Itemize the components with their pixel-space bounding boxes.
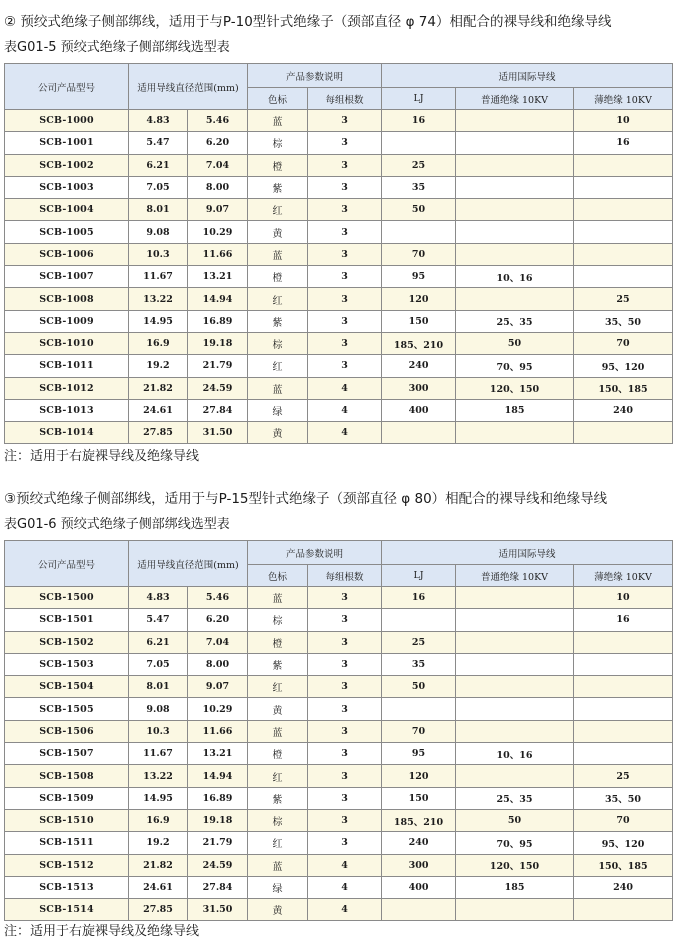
common-insulation-cell xyxy=(456,765,574,787)
lj-cell: 150 xyxy=(382,787,456,809)
thin-insulation-cell xyxy=(574,199,673,221)
table-row xyxy=(5,132,673,154)
diameter-max-cell: 10.29 xyxy=(188,221,248,243)
table-row xyxy=(5,899,673,921)
diameter-min-cell: 8.01 xyxy=(129,199,188,221)
header-model: 公司产品型号 xyxy=(5,64,129,110)
diameter-min-cell: 7.05 xyxy=(129,653,188,675)
thin-insulation-cell xyxy=(574,221,673,243)
diameter-min-cell: 8.01 xyxy=(129,676,188,698)
model-cell: SCB-1003 xyxy=(5,176,129,198)
diameter-min-cell: 16.9 xyxy=(129,809,188,831)
model-cell: SCB-1000 xyxy=(5,110,129,132)
diameter-max-cell: 24.59 xyxy=(188,377,248,399)
color-code-cell: 蓝 xyxy=(248,720,308,742)
header-lj: LJ xyxy=(382,565,456,587)
diameter-min-cell: 27.85 xyxy=(129,422,188,444)
table-row xyxy=(5,698,673,720)
color-code-cell: 蓝 xyxy=(248,243,308,265)
lj-cell: 300 xyxy=(382,377,456,399)
diameter-max-cell: 9.07 xyxy=(188,199,248,221)
section2-heading: ③预绞式绝缘子侧部绑线，适用于与P-15型针式绝缘子（颈部直径 φ 80）相配合的裸导线和绝缘导线 xyxy=(4,491,608,507)
color-code-cell: 橙 xyxy=(248,266,308,288)
lj-cell: 25 xyxy=(382,631,456,653)
diameter-max-cell: 16.89 xyxy=(188,310,248,332)
lj-cell xyxy=(382,221,456,243)
header-thin-insulation: 薄绝缘 10KV xyxy=(574,565,673,587)
common-insulation-cell: 120、150 xyxy=(456,377,574,399)
thin-insulation-cell xyxy=(574,899,673,921)
table-row xyxy=(5,720,673,742)
thin-insulation-cell: 25 xyxy=(574,288,673,310)
count-cell: 3 xyxy=(308,199,382,221)
count-cell: 3 xyxy=(308,221,382,243)
diameter-max-cell: 5.46 xyxy=(188,110,248,132)
count-cell: 3 xyxy=(308,154,382,176)
table-row xyxy=(5,288,673,310)
common-insulation-cell: 70、95 xyxy=(456,355,574,377)
diameter-max-cell: 21.79 xyxy=(188,355,248,377)
lj-cell: 35 xyxy=(382,653,456,675)
count-cell: 3 xyxy=(308,587,382,609)
lj-cell: 120 xyxy=(382,288,456,310)
count-cell: 4 xyxy=(308,399,382,421)
common-insulation-cell: 25、35 xyxy=(456,787,574,809)
thin-insulation-cell xyxy=(574,154,673,176)
lj-cell: 240 xyxy=(382,355,456,377)
count-cell: 3 xyxy=(308,676,382,698)
diameter-min-cell: 21.82 xyxy=(129,854,188,876)
header-lj: LJ xyxy=(382,88,456,110)
model-cell: SCB-1001 xyxy=(5,132,129,154)
diameter-max-cell: 31.50 xyxy=(188,422,248,444)
count-cell: 4 xyxy=(308,377,382,399)
count-cell: 3 xyxy=(308,787,382,809)
count-cell: 4 xyxy=(308,854,382,876)
header-product-params: 产品参数说明 xyxy=(248,64,382,88)
model-cell: SCB-1510 xyxy=(5,809,129,831)
table-row xyxy=(5,154,673,176)
table-row xyxy=(5,243,673,265)
thin-insulation-cell: 35、50 xyxy=(574,787,673,809)
count-cell: 3 xyxy=(308,132,382,154)
color-code-cell: 红 xyxy=(248,355,308,377)
diameter-max-cell: 27.84 xyxy=(188,876,248,898)
diameter-min-cell: 13.22 xyxy=(129,288,188,310)
table-row xyxy=(5,609,673,631)
diameter-min-cell: 13.22 xyxy=(129,765,188,787)
model-cell: SCB-1508 xyxy=(5,765,129,787)
header-product-params: 产品参数说明 xyxy=(248,541,382,565)
model-cell: SCB-1008 xyxy=(5,288,129,310)
count-cell: 3 xyxy=(308,266,382,288)
table-row xyxy=(5,355,673,377)
common-insulation-cell xyxy=(456,422,574,444)
common-insulation-cell xyxy=(456,288,574,310)
table-row xyxy=(5,377,673,399)
common-insulation-cell xyxy=(456,154,574,176)
color-code-cell: 橙 xyxy=(248,631,308,653)
diameter-max-cell: 24.59 xyxy=(188,854,248,876)
diameter-min-cell: 4.83 xyxy=(129,587,188,609)
count-cell: 3 xyxy=(308,743,382,765)
model-cell: SCB-1513 xyxy=(5,876,129,898)
model-cell: SCB-1512 xyxy=(5,854,129,876)
model-cell: SCB-1007 xyxy=(5,266,129,288)
table-row xyxy=(5,310,673,332)
diameter-max-cell: 6.20 xyxy=(188,132,248,154)
header-diameter-range: 适用导线直径范围(mm) xyxy=(129,64,248,110)
model-cell: SCB-1006 xyxy=(5,243,129,265)
common-insulation-cell: 50 xyxy=(456,809,574,831)
common-insulation-cell: 185 xyxy=(456,876,574,898)
lj-cell: 120 xyxy=(382,765,456,787)
diameter-max-cell: 8.00 xyxy=(188,653,248,675)
color-code-cell: 红 xyxy=(248,765,308,787)
table-row xyxy=(5,787,673,809)
diameter-min-cell: 19.2 xyxy=(129,832,188,854)
common-insulation-cell xyxy=(456,132,574,154)
model-cell: SCB-1507 xyxy=(5,743,129,765)
count-cell: 3 xyxy=(308,765,382,787)
lj-cell: 150 xyxy=(382,310,456,332)
model-cell: SCB-1506 xyxy=(5,720,129,742)
header-color-code: 色标 xyxy=(248,88,308,110)
section1-spec-table xyxy=(4,63,673,444)
count-cell: 3 xyxy=(308,243,382,265)
lj-cell: 95 xyxy=(382,743,456,765)
header-thin-insulation: 薄绝缘 10KV xyxy=(574,88,673,110)
count-cell: 3 xyxy=(308,110,382,132)
model-cell: SCB-1004 xyxy=(5,199,129,221)
color-code-cell: 蓝 xyxy=(248,854,308,876)
diameter-min-cell: 21.82 xyxy=(129,377,188,399)
diameter-max-cell: 6.20 xyxy=(188,609,248,631)
color-code-cell: 蓝 xyxy=(248,110,308,132)
color-code-cell: 红 xyxy=(248,199,308,221)
section2-table-body xyxy=(5,587,673,921)
section1-heading: ② 预绞式绝缘子侧部绑线，适用于与P-10型针式绝缘子（颈部直径 φ 74）相配合的裸导线和绝缘导线 xyxy=(4,14,612,30)
diameter-min-cell: 11.67 xyxy=(129,743,188,765)
common-insulation-cell xyxy=(456,199,574,221)
model-cell: SCB-1002 xyxy=(5,154,129,176)
lj-cell: 400 xyxy=(382,876,456,898)
color-code-cell: 红 xyxy=(248,288,308,310)
lj-cell: 185、210 xyxy=(382,332,456,354)
color-code-cell: 橙 xyxy=(248,154,308,176)
table-row xyxy=(5,110,673,132)
thin-insulation-cell: 25 xyxy=(574,765,673,787)
diameter-min-cell: 10.3 xyxy=(129,243,188,265)
common-insulation-cell: 10、16 xyxy=(456,266,574,288)
model-cell: SCB-1012 xyxy=(5,377,129,399)
common-insulation-cell: 25、35 xyxy=(456,310,574,332)
model-cell: SCB-1009 xyxy=(5,310,129,332)
section2-table-title: 表G01-6 预绞式绝缘子侧部绑线选型表 xyxy=(4,517,230,532)
lj-cell: 16 xyxy=(382,110,456,132)
diameter-max-cell: 19.18 xyxy=(188,332,248,354)
thin-insulation-cell: 150、185 xyxy=(574,377,673,399)
lj-cell: 16 xyxy=(382,587,456,609)
diameter-max-cell: 11.66 xyxy=(188,243,248,265)
thin-insulation-cell: 35、50 xyxy=(574,310,673,332)
count-cell: 3 xyxy=(308,310,382,332)
lj-cell: 70 xyxy=(382,243,456,265)
lj-cell xyxy=(382,899,456,921)
model-cell: SCB-1502 xyxy=(5,631,129,653)
header-diameter-range: 适用导线直径范围(mm) xyxy=(129,541,248,587)
diameter-max-cell: 10.29 xyxy=(188,698,248,720)
count-cell: 3 xyxy=(308,176,382,198)
table-row xyxy=(5,876,673,898)
table-row xyxy=(5,809,673,831)
lj-cell xyxy=(382,422,456,444)
count-cell: 4 xyxy=(308,876,382,898)
diameter-min-cell: 5.47 xyxy=(129,609,188,631)
thin-insulation-cell xyxy=(574,631,673,653)
section2-spec-table xyxy=(4,540,673,921)
thin-insulation-cell: 70 xyxy=(574,809,673,831)
count-cell: 3 xyxy=(308,288,382,310)
section2-note: 注：适用于右旋裸导线及绝缘导线 xyxy=(4,924,200,939)
header-count-per-set: 每组根数 xyxy=(308,565,382,587)
lj-cell xyxy=(382,609,456,631)
count-cell: 3 xyxy=(308,832,382,854)
diameter-min-cell: 24.61 xyxy=(129,399,188,421)
color-code-cell: 棕 xyxy=(248,132,308,154)
lj-cell: 50 xyxy=(382,676,456,698)
thin-insulation-cell xyxy=(574,653,673,675)
diameter-min-cell: 19.2 xyxy=(129,355,188,377)
diameter-min-cell: 6.21 xyxy=(129,631,188,653)
diameter-min-cell: 10.3 xyxy=(129,720,188,742)
diameter-min-cell: 14.95 xyxy=(129,787,188,809)
count-cell: 3 xyxy=(308,809,382,831)
common-insulation-cell: 70、95 xyxy=(456,832,574,854)
thin-insulation-cell: 95、120 xyxy=(574,832,673,854)
diameter-min-cell: 11.67 xyxy=(129,266,188,288)
table-row xyxy=(5,199,673,221)
table-row xyxy=(5,676,673,698)
count-cell: 3 xyxy=(308,609,382,631)
color-code-cell: 红 xyxy=(248,676,308,698)
thin-insulation-cell xyxy=(574,266,673,288)
diameter-max-cell: 13.21 xyxy=(188,743,248,765)
diameter-max-cell: 7.04 xyxy=(188,631,248,653)
table-row xyxy=(5,422,673,444)
color-code-cell: 紫 xyxy=(248,310,308,332)
header-model: 公司产品型号 xyxy=(5,541,129,587)
color-code-cell: 黄 xyxy=(248,899,308,921)
thin-insulation-cell xyxy=(574,698,673,720)
model-cell: SCB-1501 xyxy=(5,609,129,631)
lj-cell xyxy=(382,132,456,154)
diameter-max-cell: 21.79 xyxy=(188,832,248,854)
common-insulation-cell xyxy=(456,720,574,742)
thin-insulation-cell: 70 xyxy=(574,332,673,354)
color-code-cell: 棕 xyxy=(248,809,308,831)
diameter-min-cell: 4.83 xyxy=(129,110,188,132)
lj-cell: 25 xyxy=(382,154,456,176)
table-row xyxy=(5,266,673,288)
common-insulation-cell: 120、150 xyxy=(456,854,574,876)
model-cell: SCB-1013 xyxy=(5,399,129,421)
diameter-min-cell: 6.21 xyxy=(129,154,188,176)
diameter-min-cell: 9.08 xyxy=(129,221,188,243)
count-cell: 3 xyxy=(308,355,382,377)
model-cell: SCB-1014 xyxy=(5,422,129,444)
color-code-cell: 紫 xyxy=(248,653,308,675)
diameter-max-cell: 31.50 xyxy=(188,899,248,921)
diameter-max-cell: 16.89 xyxy=(188,787,248,809)
table-row xyxy=(5,399,673,421)
lj-cell: 95 xyxy=(382,266,456,288)
model-cell: SCB-1010 xyxy=(5,332,129,354)
table-row xyxy=(5,653,673,675)
common-insulation-cell xyxy=(456,176,574,198)
diameter-max-cell: 13.21 xyxy=(188,266,248,288)
color-code-cell: 绿 xyxy=(248,876,308,898)
common-insulation-cell xyxy=(456,221,574,243)
color-code-cell: 蓝 xyxy=(248,587,308,609)
common-insulation-cell xyxy=(456,587,574,609)
common-insulation-cell xyxy=(456,110,574,132)
lj-cell: 400 xyxy=(382,399,456,421)
count-cell: 4 xyxy=(308,899,382,921)
lj-cell: 185、210 xyxy=(382,809,456,831)
table-row xyxy=(5,832,673,854)
color-code-cell: 蓝 xyxy=(248,377,308,399)
header-intl-conductor: 适用国际导线 xyxy=(382,64,673,88)
common-insulation-cell xyxy=(456,631,574,653)
diameter-min-cell: 7.05 xyxy=(129,176,188,198)
diameter-max-cell: 14.94 xyxy=(188,765,248,787)
common-insulation-cell: 50 xyxy=(456,332,574,354)
count-cell: 3 xyxy=(308,332,382,354)
color-code-cell: 紫 xyxy=(248,176,308,198)
model-cell: SCB-1005 xyxy=(5,221,129,243)
common-insulation-cell xyxy=(456,653,574,675)
table-row xyxy=(5,587,673,609)
common-insulation-cell: 10、16 xyxy=(456,743,574,765)
diameter-min-cell: 27.85 xyxy=(129,899,188,921)
table-row xyxy=(5,332,673,354)
lj-cell: 50 xyxy=(382,199,456,221)
thin-insulation-cell xyxy=(574,676,673,698)
diameter-min-cell: 24.61 xyxy=(129,876,188,898)
common-insulation-cell xyxy=(456,899,574,921)
common-insulation-cell xyxy=(456,243,574,265)
count-cell: 3 xyxy=(308,631,382,653)
count-cell: 4 xyxy=(308,422,382,444)
thin-insulation-cell: 10 xyxy=(574,587,673,609)
model-cell: SCB-1505 xyxy=(5,698,129,720)
thin-insulation-cell: 95、120 xyxy=(574,355,673,377)
common-insulation-cell xyxy=(456,698,574,720)
table-row xyxy=(5,221,673,243)
header-common-insulation: 普通绝缘 10KV xyxy=(456,565,574,587)
count-cell: 3 xyxy=(308,698,382,720)
section1-table-body xyxy=(5,110,673,444)
diameter-min-cell: 14.95 xyxy=(129,310,188,332)
lj-cell: 240 xyxy=(382,832,456,854)
thin-insulation-cell xyxy=(574,422,673,444)
lj-cell: 35 xyxy=(382,176,456,198)
thin-insulation-cell: 150、185 xyxy=(574,854,673,876)
table-row xyxy=(5,176,673,198)
header-intl-conductor: 适用国际导线 xyxy=(382,541,673,565)
lj-cell xyxy=(382,698,456,720)
table-row xyxy=(5,765,673,787)
lj-cell: 300 xyxy=(382,854,456,876)
thin-insulation-cell xyxy=(574,720,673,742)
model-cell: SCB-1504 xyxy=(5,676,129,698)
section1-table-title: 表G01-5 预绞式绝缘子侧部绑线选型表 xyxy=(4,40,230,55)
thin-insulation-cell xyxy=(574,176,673,198)
thin-insulation-cell xyxy=(574,243,673,265)
model-cell: SCB-1503 xyxy=(5,653,129,675)
thin-insulation-cell: 240 xyxy=(574,876,673,898)
diameter-min-cell: 5.47 xyxy=(129,132,188,154)
diameter-min-cell: 9.08 xyxy=(129,698,188,720)
diameter-max-cell: 14.94 xyxy=(188,288,248,310)
thin-insulation-cell: 16 xyxy=(574,609,673,631)
diameter-max-cell: 27.84 xyxy=(188,399,248,421)
color-code-cell: 绿 xyxy=(248,399,308,421)
table-row xyxy=(5,854,673,876)
header-common-insulation: 普通绝缘 10KV xyxy=(456,88,574,110)
color-code-cell: 棕 xyxy=(248,332,308,354)
model-cell: SCB-1514 xyxy=(5,899,129,921)
model-cell: SCB-1011 xyxy=(5,355,129,377)
header-count-per-set: 每组根数 xyxy=(308,88,382,110)
color-code-cell: 黄 xyxy=(248,221,308,243)
diameter-min-cell: 16.9 xyxy=(129,332,188,354)
count-cell: 3 xyxy=(308,653,382,675)
diameter-max-cell: 5.46 xyxy=(188,587,248,609)
thin-insulation-cell: 16 xyxy=(574,132,673,154)
model-cell: SCB-1511 xyxy=(5,832,129,854)
thin-insulation-cell: 10 xyxy=(574,110,673,132)
section1-note: 注：适用于右旋裸导线及绝缘导线 xyxy=(4,449,200,464)
color-code-cell: 紫 xyxy=(248,787,308,809)
diameter-max-cell: 7.04 xyxy=(188,154,248,176)
thin-insulation-cell xyxy=(574,743,673,765)
color-code-cell: 红 xyxy=(248,832,308,854)
color-code-cell: 橙 xyxy=(248,743,308,765)
table-row xyxy=(5,631,673,653)
color-code-cell: 棕 xyxy=(248,609,308,631)
diameter-max-cell: 19.18 xyxy=(188,809,248,831)
lj-cell: 70 xyxy=(382,720,456,742)
color-code-cell: 黄 xyxy=(248,698,308,720)
diameter-max-cell: 8.00 xyxy=(188,176,248,198)
color-code-cell: 黄 xyxy=(248,422,308,444)
diameter-max-cell: 9.07 xyxy=(188,676,248,698)
common-insulation-cell xyxy=(456,609,574,631)
header-color-code: 色标 xyxy=(248,565,308,587)
common-insulation-cell: 185 xyxy=(456,399,574,421)
thin-insulation-cell: 240 xyxy=(574,399,673,421)
model-cell: SCB-1500 xyxy=(5,587,129,609)
model-cell: SCB-1509 xyxy=(5,787,129,809)
count-cell: 3 xyxy=(308,720,382,742)
common-insulation-cell xyxy=(456,676,574,698)
diameter-max-cell: 11.66 xyxy=(188,720,248,742)
table-row xyxy=(5,743,673,765)
